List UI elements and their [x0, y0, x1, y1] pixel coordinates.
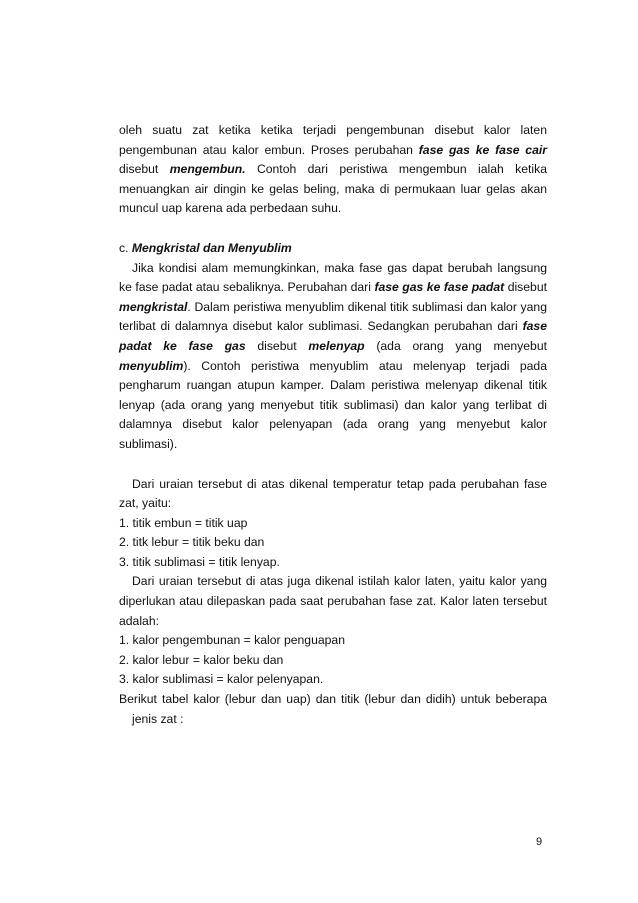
term-mengembun: mengembun.	[169, 162, 246, 177]
section-heading-c: c. Mengkristal dan Menyublim	[119, 240, 292, 255]
term-fase-gas-ke-fase-padat: fase gas ke fase padat	[374, 280, 505, 295]
list-item: 1. titik embun = titik uap	[119, 515, 248, 530]
list-item: 3. kalor sublimasi = kalor pelenyapan.	[119, 672, 324, 687]
paragraph-tabel-intro: Berikut tabel kalor (lebur dan uap) dan titik (lebur dan didih) untuk beberapa jenis zat :	[119, 692, 547, 726]
list-item: 3. titik sublimasi = titik lenyap.	[119, 554, 280, 569]
page-number: 9	[536, 836, 543, 848]
list-item: 2. kalor lebur = kalor beku dan	[119, 652, 284, 667]
paragraph-temperatur-tetap: Dari uraian tersebut di atas dikenal temperatur tetap pada perubahan fase zat, yaitu:	[119, 476, 547, 511]
term-fase-gas-ke-fase-cair: fase gas ke fase cair	[418, 142, 547, 157]
term-menyublim: menyublim	[119, 358, 184, 373]
page-content	[119, 121, 547, 729]
paragraph-mengkristal: Jika kondisi alam memungkinkan, maka fase gas dapat berubah langsung ke fase padat atau sebaliknya. Perubahan dari fase gas ke fase padat disebut mengkristal. Dalam peristiwa menyublim dikenal titik sublimasi dan kalor yang terlibat di dalamnya disebut kalor sublimasi. Sedangkan perubahan dari fase padat ke fase gas disebut melenyap (ada orang yang menyebut menyublim). Contoh peristiwa menyublim atau melenyap terjadi pada pengharum ruangan atupun kamper. Dalam peristiwa melenyap dikenal titik lenyap (ada orang yang menyebut titik sublimasi) dan kalor yang terlibat di dalamnya disebut kalor pelenyapan (ada orang yang menyebut kalor sublimasi).	[119, 260, 548, 451]
section-title: Mengkristal dan Menyublim	[131, 240, 292, 255]
paragraph-kalor-laten: Dari uraian tersebut di atas juga dikenal istilah kalor laten, yaitu kalor yang diperlukan atau dilepaskan pada saat perubahan fase zat. Kalor laten tersebut adalah:	[119, 574, 547, 628]
term-mengkristal: mengkristal	[119, 299, 188, 314]
list-item: 2. titk lebur = titik beku dan	[119, 535, 265, 550]
paragraph-kalor-embun: oleh suatu zat ketika ketika terjadi pengembunan disebut kalor laten pengembunan atau kalor embun. Proses perubahan fase gas ke fase cair disebut mengembun. Contoh dari peristiwa mengembun ialah ketika menuangkan air dingin ke gelas beling, maka di permukaan luar gelas akan muncul uap karena ada perbedaan suhu.	[119, 123, 547, 216]
term-melenyap: melenyap	[308, 338, 365, 353]
list-item: 1. kalor pengembunan = kalor penguapan	[119, 633, 345, 648]
term-fase-padat-ke-fase-gas: fase padat ke fase gas	[119, 319, 547, 353]
